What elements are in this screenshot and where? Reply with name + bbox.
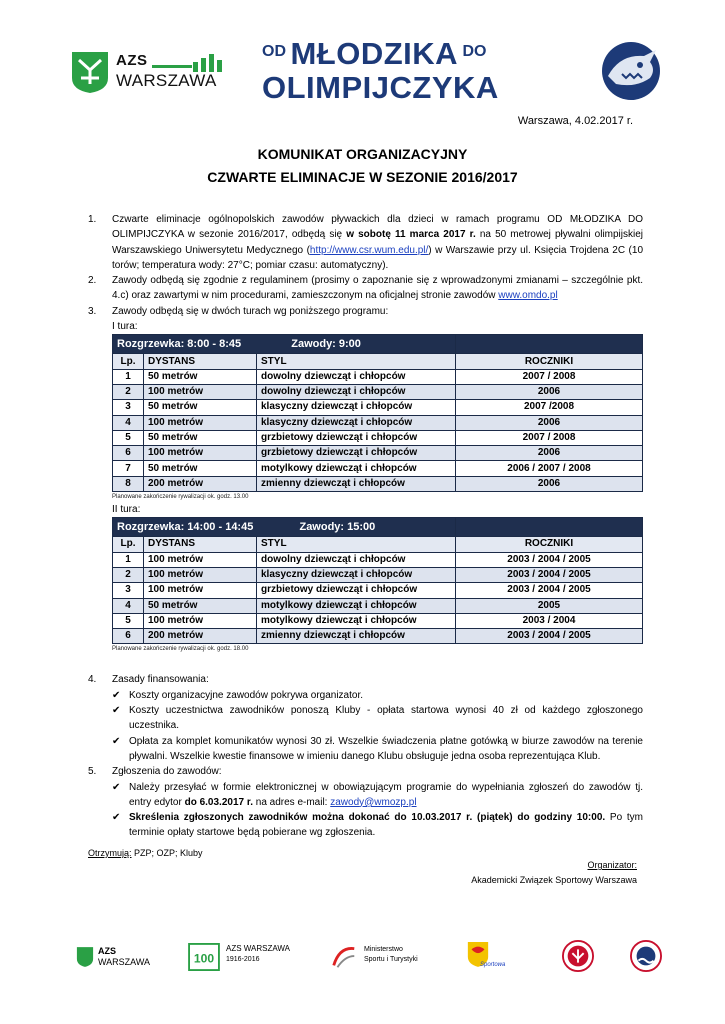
checkmark-icon: ✔ [112,735,121,747]
table-row [113,476,643,491]
tour-1-start: Zawody: 9:00 [291,338,361,351]
tour-1-times [113,335,456,354]
table-row [113,567,643,582]
tour-2-label: II tura: [112,504,141,516]
document-date: Warszawa, 4.02.2017 r. [517,115,633,127]
document-body [88,212,643,841]
point-5-title: Zgłoszenia do zawodów: [112,766,222,778]
point-2-text: Zawody odbędą się zgodnie z regulaminem (prosimy o zapoznanie się z wprowadzonymi zmianami – szczególnie pkt. 4.c) oraz zawartymi w nim procedurami, zamieszczonym na oficjalnej stronie zawodów [112,275,643,302]
point-1-text-cont: na 50 metrowej pływalni olimpijskiej Warszawskiego Uniwersytetu Medycznego ( [112,229,643,256]
cell-distance: 100 metrów [144,446,257,461]
checkmark-icon: ✔ [112,781,121,793]
cell-lp: 5 [113,613,144,628]
point-number: 1. [88,214,97,225]
logo-od: OD [262,43,286,60]
point-4 [88,672,643,687]
tour-2-warmup: Rozgrzewka: 14:00 - 14:45 [117,521,254,534]
cell-lp: 5 [113,430,144,445]
footer-azs-logo: AZS WARSZAWA [76,940,152,976]
list-item: ✔ Koszty uczestnictwa zawodników ponoszą Kluby - opłata startowa wynosi 40 zł od każdego zgłoszonego uczestnika. [112,705,643,732]
col-lp: Lp. [113,354,144,369]
cell-distance: 50 metrów [144,369,257,384]
cell-style: klasyczny dziewcząt i chłopców [257,400,456,415]
tour-2-note: Planowane zakończenie rywalizacji ok. godz. 18.00 [112,646,249,653]
cell-lp: 1 [113,552,144,567]
list-item: ✔ Należy przesyłać w formie elektronicznej w obowiązującym programie do wypełniania zgłoszeń do zawodów tj. entry edytor do 6.03.2017 r. na adres e-mail: zawody@wmozp.pl [112,781,643,808]
point-number: 4. [88,674,97,686]
cell-years: 2006 [456,446,643,461]
cell-distance: 50 metrów [144,461,257,476]
recipients [88,848,203,858]
cell-style: klasyczny dziewcząt i chłopców [257,567,456,582]
table-row [113,369,643,384]
od-mlodzika-do-olimpijczyka-logo [262,38,584,104]
cell-years: 2003 / 2004 / 2005 [456,567,643,582]
cell-years: 2003 / 2004 / 2005 [456,552,643,567]
cell-lp: 7 [113,461,144,476]
table-row [113,430,643,445]
table-row [113,415,643,430]
cell-style: klasyczny dziewcząt i chłopców [257,415,456,430]
col-lp: Lp. [113,537,144,552]
point-number: 5. [88,766,97,778]
cell-style: grzbietowy dziewcząt i chłopców [257,583,456,598]
cell-lp: 6 [113,446,144,461]
tour-1-warmup: Rozgrzewka: 8:00 - 8:45 [117,338,242,351]
cell-lp: 8 [113,476,144,491]
checkmark-icon: ✔ [112,705,121,717]
cell-distance: 100 metrów [144,583,257,598]
tour-1-label: I tura: [112,321,138,333]
footer-azs-100-logo: 100 AZS WARSZAWA 1916-2016 [188,940,298,976]
cell-style: dowolny dziewcząt i chłopców [257,369,456,384]
azs-logo-line2: WARSZAWA [116,71,217,90]
cell-years: 2003 / 2004 / 2005 [456,583,643,598]
point-1-text-end: ) w Warszawie przy ul. Księcia Trojdena 2C (10 torów; temperatura wody: 27°C; pomiar czasu: automatyczny). [112,244,643,271]
polish-eagle-emblem-icon [562,940,594,972]
cell-distance: 50 metrów [144,400,257,415]
cell-years: 2006 [456,384,643,399]
cell-lp: 3 [113,400,144,415]
tour-1-table [112,334,643,492]
cell-lp: 4 [113,415,144,430]
cell-distance: 200 metrów [144,476,257,491]
point-number: 3. [88,305,97,317]
logo-olimpijczyka: OLIMPIJCZYKA [262,70,499,105]
cell-years: 2007 /2008 [456,400,643,415]
table-row [113,583,643,598]
table-row [113,400,643,415]
list-item: ✔ Skreślenia zgłoszonych zawodników można dokonać do 10.03.2017 r. (piątek) do godziny 10:00. Po tym terminie opłaty startowe będą pobierane wg zgłoszenia. [112,812,643,839]
cell-years: 2005 [456,598,643,613]
cell-style: zmienny dziewcząt i chłopców [257,476,456,491]
col-years: ROCZNIKI [456,354,643,369]
organizer-name: Akademicki Związek Sportowy Warszawa [471,875,637,885]
point-number: 2. [88,275,97,287]
cell-distance: 100 metrów [144,567,257,582]
footer-warszawa-sportowa-logo: Sportowa [464,940,514,976]
cell-style: dowolny dziewcząt i chłopców [257,552,456,567]
cell-distance: 100 metrów [144,384,257,399]
logo-do: DO [462,43,487,60]
table-row [113,446,643,461]
cell-distance: 100 metrów [144,552,257,567]
recipients-list: PZP; OZP; Kluby [131,848,203,858]
checkmark-icon: ✔ [112,812,121,824]
col-distance: DYSTANS [144,354,257,369]
recipients-label: Otrzymują: [88,848,132,858]
point-4-title: Zasady finansowania: [112,674,209,686]
cell-distance: 50 metrów [144,430,257,445]
heading-line1: KOMUNIKAT ORGANIZACYJNY [257,146,468,162]
azs-shield-icon [76,946,94,968]
cell-style: motylkowy dziewcząt i chłopców [257,461,456,476]
cell-years: 2007 / 2008 [456,369,643,384]
tour-2-times [113,518,456,537]
svg-text:100: 100 [193,951,215,966]
table-row [113,629,643,644]
heading-line2: CZWARTE ELIMINACJE W SEZONIE 2016/2017 [207,169,518,185]
checkmark-icon: ✔ [112,689,121,701]
table-row [113,552,643,567]
cell-lp: 1 [113,369,144,384]
cell-lp: 2 [113,567,144,582]
cell-years: 2003 / 2004 [456,613,643,628]
point-3 [88,304,643,319]
logo-mlodzika: MŁODZIKA [290,36,459,71]
point-1-date: w sobotę 11 marca 2017 r. [346,229,476,241]
azs-bars-icon [192,54,222,72]
cell-distance: 50 metrów [144,598,257,613]
point-2 [88,273,643,304]
cell-lp: 3 [113,583,144,598]
footer-ministry-logo: Ministerstwo Sportu i Turystyki [330,940,430,976]
tour-1-note: Planowane zakończenie rywalizacji ok. godz. 13.00 [112,494,249,501]
cell-years: 2007 / 2008 [456,430,643,445]
point-3-text: Zawody odbędą się w dwóch turach wg poniższego programu: [112,305,389,317]
cell-years: 2006 [456,415,643,430]
point-1 [88,212,643,273]
azs-100-icon [188,943,220,971]
col-years: ROCZNIKI [456,537,643,552]
list-item: ✔ Koszty organizacyjne zawodów pokrywa organizator. [88,688,643,703]
ministry-swoosh-icon [330,943,358,971]
cell-lp: 6 [113,629,144,644]
cell-distance: 200 metrów [144,629,257,644]
wum-link[interactable]: http://www.csr.wum.edu.pl/ [309,244,429,256]
cell-distance: 100 metrów [144,415,257,430]
col-distance: DYSTANS [144,537,257,552]
azs-logo-line1: AZS [116,52,148,69]
table-row [113,461,643,476]
tour-2-start: Zawody: 15:00 [299,521,376,534]
shark-mascot-icon [600,40,662,102]
point-5 [88,764,643,779]
table-row [113,598,643,613]
cell-lp: 2 [113,384,144,399]
ozp-swimming-emblem-icon [630,940,662,972]
cell-years: 2003 / 2004 / 2005 [456,629,643,644]
cell-style: grzbietowy dziewcząt i chłopców [257,430,456,445]
cell-style: motylkowy dziewcząt i chłopców [257,613,456,628]
cell-distance: 100 metrów [144,613,257,628]
azs-warszawa-logo [70,50,220,96]
table-row [113,384,643,399]
cell-years: 2006 / 2007 / 2008 [456,461,643,476]
tour-2-table [112,517,643,644]
cell-style: dowolny dziewcząt i chłopców [257,384,456,399]
organizer-label: Organizator: [587,860,637,870]
col-style: STYL [257,354,456,369]
cell-years: 2006 [456,476,643,491]
azs-shield-icon [70,50,110,94]
col-style: STYL [257,537,456,552]
email-link[interactable]: zawody@wmozp.pl [330,796,417,808]
financing-list [88,688,643,764]
list-item: ✔ Opłata za komplet komunikatów wynosi 30 zł. Wszelkie świadczenia płatne gotówką w biurze zawodów na terenie pływalni. Wszelkie kwestie finansowe w imieniu danego Klubu obsługuje jedna osoba reprezentująca Klub. [112,735,643,762]
cell-style: motylkowy dziewcząt i chłopców [257,598,456,613]
point-1-text: Czwarte eliminacje ogólnopolskich zawodów pływackich dla dzieci w ramach programu OD MŁODZIKA DO OLIMPIJCZYKA w sezonie 2016/2017, odbędą się [112,214,643,241]
registration-list [88,780,643,841]
cell-style: zmienny dziewcząt i chłopców [257,629,456,644]
cell-style: grzbietowy dziewcząt i chłopców [257,446,456,461]
table-row [113,613,643,628]
cell-lp: 4 [113,598,144,613]
omdo-link[interactable]: www.omdo.pl [498,290,558,302]
